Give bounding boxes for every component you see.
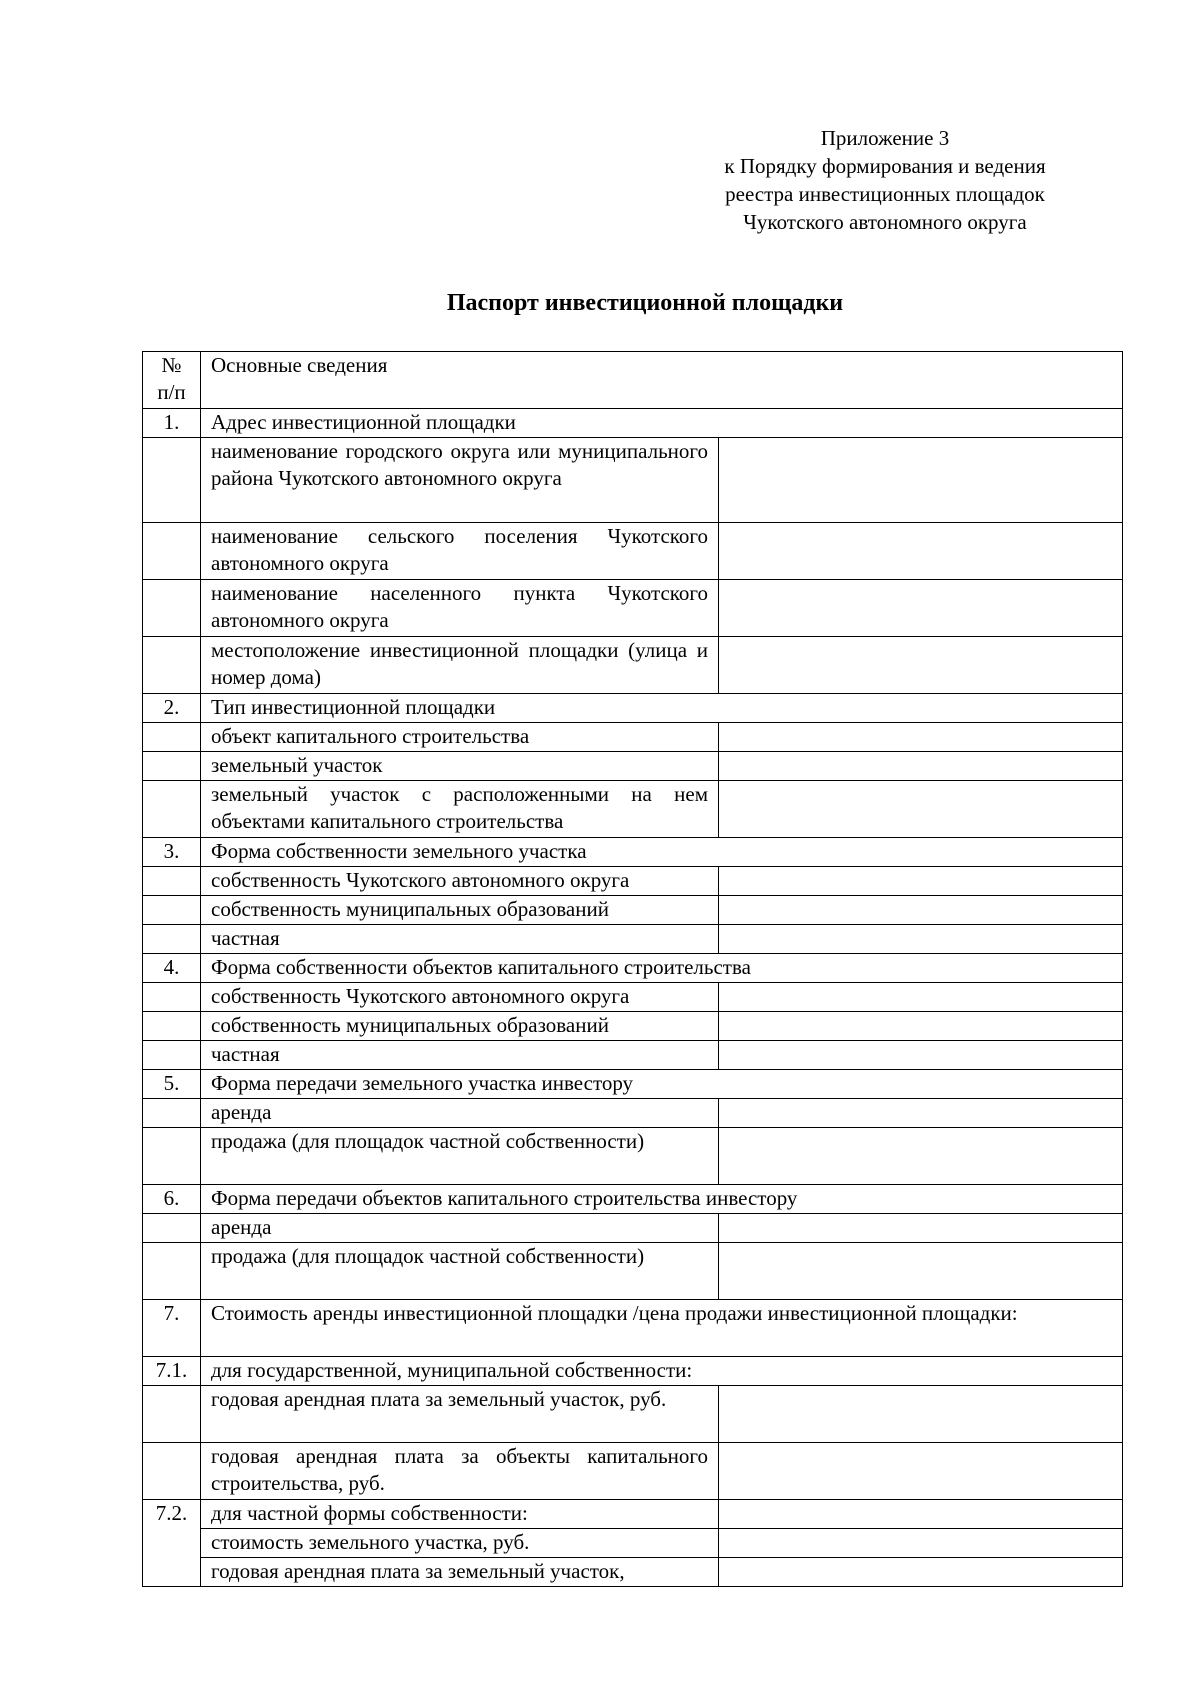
row-num: 2. (143, 694, 201, 723)
row-section-label: Форма собственности земельного участка (201, 838, 1123, 867)
row-label: земельный участок с расположенными на нем объектами капитального строительства (201, 781, 719, 838)
row-label: продажа (для площадок частной собственности) (201, 1128, 719, 1185)
row-value-cell[interactable] (719, 1386, 1123, 1443)
row-num-empty (143, 925, 201, 954)
row-label: местоположение инвестиционной площадки (улица и номер дома) (201, 637, 719, 694)
row-num-empty (143, 867, 201, 896)
table-row (143, 954, 1123, 983)
row-value-cell[interactable] (719, 1500, 1123, 1529)
row-num-empty (143, 983, 201, 1012)
row-num-empty (143, 580, 201, 637)
table-row (143, 1500, 1123, 1529)
table-row (143, 983, 1123, 1012)
row-label: годовая арендная плата за земельный участок, (201, 1558, 719, 1587)
row-label: годовая арендная плата за земельный участок, руб. (201, 1386, 719, 1443)
table-row (143, 781, 1123, 838)
header-label-cell: Основные сведения (201, 352, 1123, 409)
table-row (143, 752, 1123, 781)
row-label: частная (201, 1041, 719, 1070)
row-value-cell[interactable] (719, 752, 1123, 781)
row-label: для частной формы собственности: (201, 1500, 719, 1529)
row-label: собственность Чукотского автономного округа (201, 867, 719, 896)
row-num-empty (143, 723, 201, 752)
row-num: 6. (143, 1185, 201, 1214)
row-num: 1. (143, 409, 201, 438)
header-num-cell: № п/п (143, 352, 201, 409)
table-row (143, 1041, 1123, 1070)
table-row (143, 438, 1123, 523)
row-section-label: Стоимость аренды инвестиционной площадки /цена продажи инвестиционной площадки: (201, 1300, 1123, 1357)
table-row (143, 580, 1123, 637)
row-num: 7. (143, 1300, 201, 1357)
row-num-empty (143, 438, 201, 523)
row-value-cell[interactable] (719, 896, 1123, 925)
row-value-cell[interactable] (719, 1529, 1123, 1558)
row-value-cell[interactable] (719, 925, 1123, 954)
row-label: частная (201, 925, 719, 954)
row-section-label: Тип инвестиционной площадки (201, 694, 1123, 723)
row-num-empty (143, 1099, 201, 1128)
table-row (143, 523, 1123, 580)
row-num-empty (143, 1012, 201, 1041)
row-section-label: для государственной, муниципальной собственности: (201, 1357, 1123, 1386)
row-num-empty (143, 1041, 201, 1070)
row-label: собственность муниципальных образований (201, 1012, 719, 1041)
row-value-cell[interactable] (719, 637, 1123, 694)
row-num-empty (143, 752, 201, 781)
appendix-header (670, 124, 1100, 236)
row-num-empty (143, 896, 201, 925)
row-section-label: Форма передачи земельного участка инвестору (201, 1070, 1123, 1099)
row-section-label: Адрес инвестиционной площадки (201, 409, 1123, 438)
appendix-line-2: к Порядку формирования и ведения (724, 154, 1046, 178)
row-num-empty (143, 1243, 201, 1300)
table-row (143, 1300, 1123, 1357)
row-value-cell[interactable] (719, 580, 1123, 637)
row-value-cell[interactable] (719, 1041, 1123, 1070)
table-row (143, 1185, 1123, 1214)
table-row (143, 1357, 1123, 1386)
row-num-empty (143, 637, 201, 694)
table-row (143, 925, 1123, 954)
table-row (143, 1558, 1123, 1587)
appendix-line-1: Приложение 3 (820, 126, 950, 150)
row-value-cell[interactable] (719, 867, 1123, 896)
row-label: земельный участок (201, 752, 719, 781)
row-label: годовая арендная плата за объекты капитального строительства, руб. (201, 1443, 719, 1500)
row-value-cell[interactable] (719, 723, 1123, 752)
row-section-label: Форма передачи объектов капитального строительства инвестору (201, 1185, 1123, 1214)
table-row (143, 1214, 1123, 1243)
table-row (143, 1529, 1123, 1558)
appendix-line-4: Чукотского автономного округа (743, 210, 1027, 234)
row-label: собственность муниципальных образований (201, 896, 719, 925)
row-num-empty (143, 781, 201, 838)
row-value-cell[interactable] (719, 1214, 1123, 1243)
table-row (143, 1386, 1123, 1443)
table-row (143, 896, 1123, 925)
row-num: 4. (143, 954, 201, 983)
row-value-cell[interactable] (719, 1443, 1123, 1500)
row-num-empty (143, 1443, 201, 1500)
row-label: аренда (201, 1099, 719, 1128)
row-num: 7.1. (143, 1357, 201, 1386)
row-value-cell[interactable] (719, 1099, 1123, 1128)
row-value-cell[interactable] (719, 1012, 1123, 1041)
row-value-cell[interactable] (719, 1558, 1123, 1587)
passport-table (142, 351, 1123, 1587)
row-num-empty (143, 523, 201, 580)
table-row (143, 1243, 1123, 1300)
row-label: стоимость земельного участка, руб. (201, 1529, 719, 1558)
table-row (143, 694, 1123, 723)
row-label: аренда (201, 1214, 719, 1243)
row-value-cell[interactable] (719, 438, 1123, 523)
row-label: наименование сельского поселения Чукотского автономного округа (201, 523, 719, 580)
document-title: Паспорт инвестиционной площадки (446, 290, 844, 316)
appendix-line-3: реестра инвестиционных площадок (725, 182, 1045, 206)
row-value-cell[interactable] (719, 983, 1123, 1012)
row-num-empty (143, 1128, 201, 1185)
row-value-cell[interactable] (719, 1128, 1123, 1185)
row-num-empty (143, 1386, 201, 1443)
row-num: 3. (143, 838, 201, 867)
table-row (143, 867, 1123, 896)
table-row (143, 1128, 1123, 1185)
row-label: собственность Чукотского автономного округа (201, 983, 719, 1012)
row-num: 5. (143, 1070, 201, 1099)
table-header-row (143, 352, 1123, 409)
row-num-empty (143, 1214, 201, 1243)
row-label: продажа (для площадок частной собственности) (201, 1243, 719, 1300)
row-value-cell[interactable] (719, 781, 1123, 838)
row-value-cell[interactable] (719, 523, 1123, 580)
row-section-label: Форма собственности объектов капитального строительства (201, 954, 1123, 983)
table-row (143, 409, 1123, 438)
table-row (143, 637, 1123, 694)
row-label: объект капитального строительства (201, 723, 719, 752)
table-row (143, 1012, 1123, 1041)
row-num: 7.2. (143, 1500, 201, 1587)
row-value-cell[interactable] (719, 1243, 1123, 1300)
table-row (143, 1099, 1123, 1128)
table-row (143, 723, 1123, 752)
row-label: наименование городского округа или муниципального района Чукотского автономного округа (201, 438, 719, 523)
table-row (143, 1443, 1123, 1500)
table-row (143, 1070, 1123, 1099)
table-row (143, 838, 1123, 867)
row-label: наименование населенного пункта Чукотского автономного округа (201, 580, 719, 637)
